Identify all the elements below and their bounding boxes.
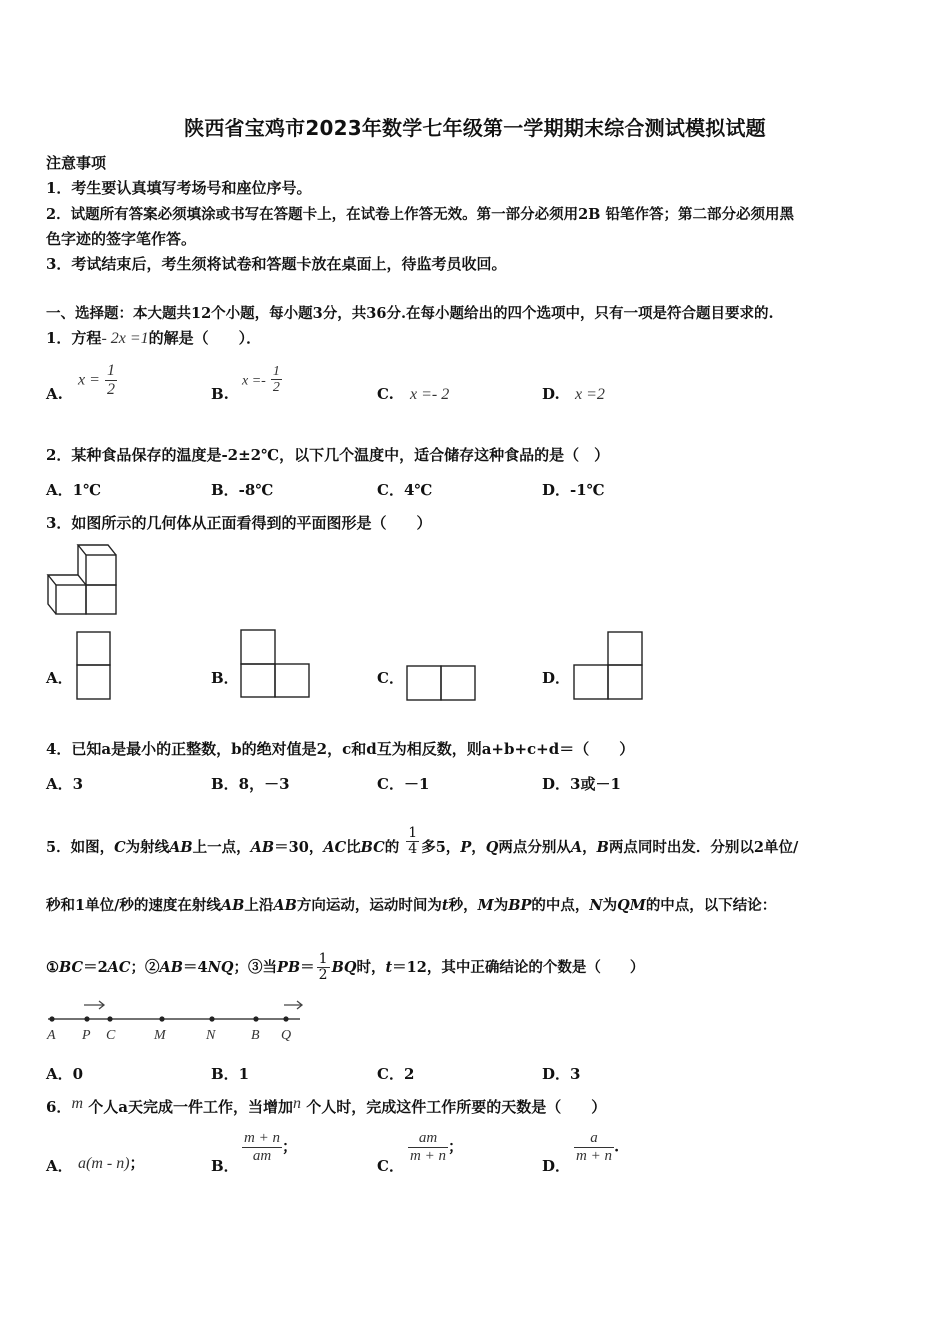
q1-label-a: A. <box>46 385 63 403</box>
q1-label-c: C. <box>377 385 394 403</box>
q6-stem: 6．m 个人a天完成一件工作，当增加n 个人时，完成这件工作所要的天数是（ ） <box>46 1095 607 1116</box>
q5-number-line <box>40 995 310 1045</box>
q1-option-a: x = $\frac{1}{2}$ <box>78 362 115 398</box>
point-M <box>159 1016 164 1021</box>
label-C: C <box>106 1028 116 1043</box>
q2-stem: 2．某种食品保存的温度是-2±2℃，以下几个温度中，适合储存这种食品的是（ ） <box>46 446 610 464</box>
q6-label-d: D． <box>542 1157 571 1175</box>
q6-option-d: $\frac{a}{m + n}$ . <box>576 1130 620 1164</box>
q5-option-b: B．1 <box>211 1065 250 1083</box>
q3-label-b: B． <box>211 669 239 687</box>
q3-solid-figure <box>44 543 120 615</box>
label-A: A <box>47 1028 56 1043</box>
q4-option-d: D．3或－1 <box>542 775 621 793</box>
q5-option-d: D．3 <box>542 1065 581 1083</box>
section-heading: 一、选择题：本大题共12个小题，每小题3分，共36分.在每小题给出的四个选项中，只有一项是符合题目要求的. <box>46 305 774 322</box>
page-title: 陕西省宝鸡市2023年数学七年级第一学期期末综合测试模拟试题 <box>184 116 766 140</box>
q3-option-c-figure <box>406 665 478 702</box>
q3-label-d: D． <box>542 669 571 687</box>
q2-option-d: D．-1℃ <box>542 481 605 499</box>
q1-label-d: D. <box>542 385 560 403</box>
q1-option-b: x =- $\frac{1}{2}$ <box>242 364 280 396</box>
q6-label-a: A． <box>46 1157 73 1175</box>
point-Q <box>283 1016 288 1021</box>
q4-option-c: C．－1 <box>377 775 430 793</box>
q6-option-a: a(m - n)； <box>78 1154 145 1172</box>
label-Q: Q <box>281 1028 292 1043</box>
q3-stem: 3．如图所示的几何体从正面看得到的平面图形是（ ） <box>46 514 432 532</box>
notice-item-2-cont: 色字迹的签字笔作答。 <box>46 230 197 248</box>
q5-fraction-num: 1 <box>408 825 418 841</box>
notice-item-3: 3．考试结束后，考生须将试卷和答题卡放在桌面上，待监考员收回。 <box>46 255 507 273</box>
q5-fraction-den: 4 <box>408 841 418 858</box>
label-N: N <box>206 1028 216 1043</box>
point-B <box>253 1016 258 1021</box>
q6-option-b: $\frac{m + n}{am}$ ； <box>244 1130 297 1164</box>
q3-option-b-figure <box>240 629 312 699</box>
q3-option-a-figure <box>76 631 112 701</box>
q2-option-c: C．4℃ <box>377 481 433 499</box>
q4-option-b: B．8，－3 <box>211 775 290 793</box>
notice-item-2: 2．试题所有答案必须填涂或书写在答题卡上，在试卷上作答无效。第一部分必须用2B 铅笔作答；第二部分必须用黑 <box>46 206 794 223</box>
q1-equation: - 2x =1 <box>101 330 149 347</box>
q4-option-a: A．3 <box>46 775 84 793</box>
label-M: M <box>154 1028 166 1043</box>
q5-line-2: 秒和1单位/秒的速度在射线AB上沿AB方向运动，运动时间为t秒，M为BP的中点，N为QM的中点，以下结论： <box>46 897 777 914</box>
notice-heading: 注意事项 <box>46 154 107 172</box>
q1-label-b: B. <box>211 385 229 403</box>
q2-option-a: A．1℃ <box>46 481 102 499</box>
q3-option-d-figure <box>573 631 645 701</box>
q6-label-b: B． <box>211 1157 239 1175</box>
q5-line-3: ①BC＝2AC；②AB＝4NQ；③当PB＝ $\frac{1}{2}$ BQ时，t＝12，其中正确结论的个数是（ ） <box>46 951 645 984</box>
label-P: P <box>82 1028 91 1043</box>
label-B: B <box>251 1028 260 1043</box>
notice-item-1: 1．考生要认真填写考场号和座位序号。 <box>46 179 312 197</box>
point-N <box>209 1016 214 1021</box>
point-A <box>49 1016 54 1021</box>
q3-label-c: C． <box>377 669 404 687</box>
q1-stem: 1．方程- 2x =1的解是（ ）． <box>46 329 262 347</box>
q2-option-b: B．-8℃ <box>211 481 274 499</box>
q6-option-c: $\frac{am}{m + n}$ ； <box>410 1130 463 1164</box>
q5-option-c: C．2 <box>377 1065 415 1083</box>
q4-stem: 4．已知a是最小的正整数，b的绝对值是2，c和d互为相反数，则a+b+c+d＝（ ） <box>46 740 635 758</box>
q3-label-a: A． <box>46 669 73 687</box>
q1-option-d: x =2 <box>575 386 605 403</box>
point-P <box>84 1016 89 1021</box>
point-C <box>107 1016 112 1021</box>
q6-label-c: C． <box>377 1157 404 1175</box>
q1-option-c: x =- 2 <box>410 386 450 403</box>
q5-option-a: A．0 <box>46 1065 84 1083</box>
q5-line-1: 5．如图，C为射线AB上一点，AB＝30，AC比BC的 $\frac{1}{4}$ 多5，P，Q两点分别从A，B两点同时出发．分别以2单位/ <box>46 825 799 858</box>
